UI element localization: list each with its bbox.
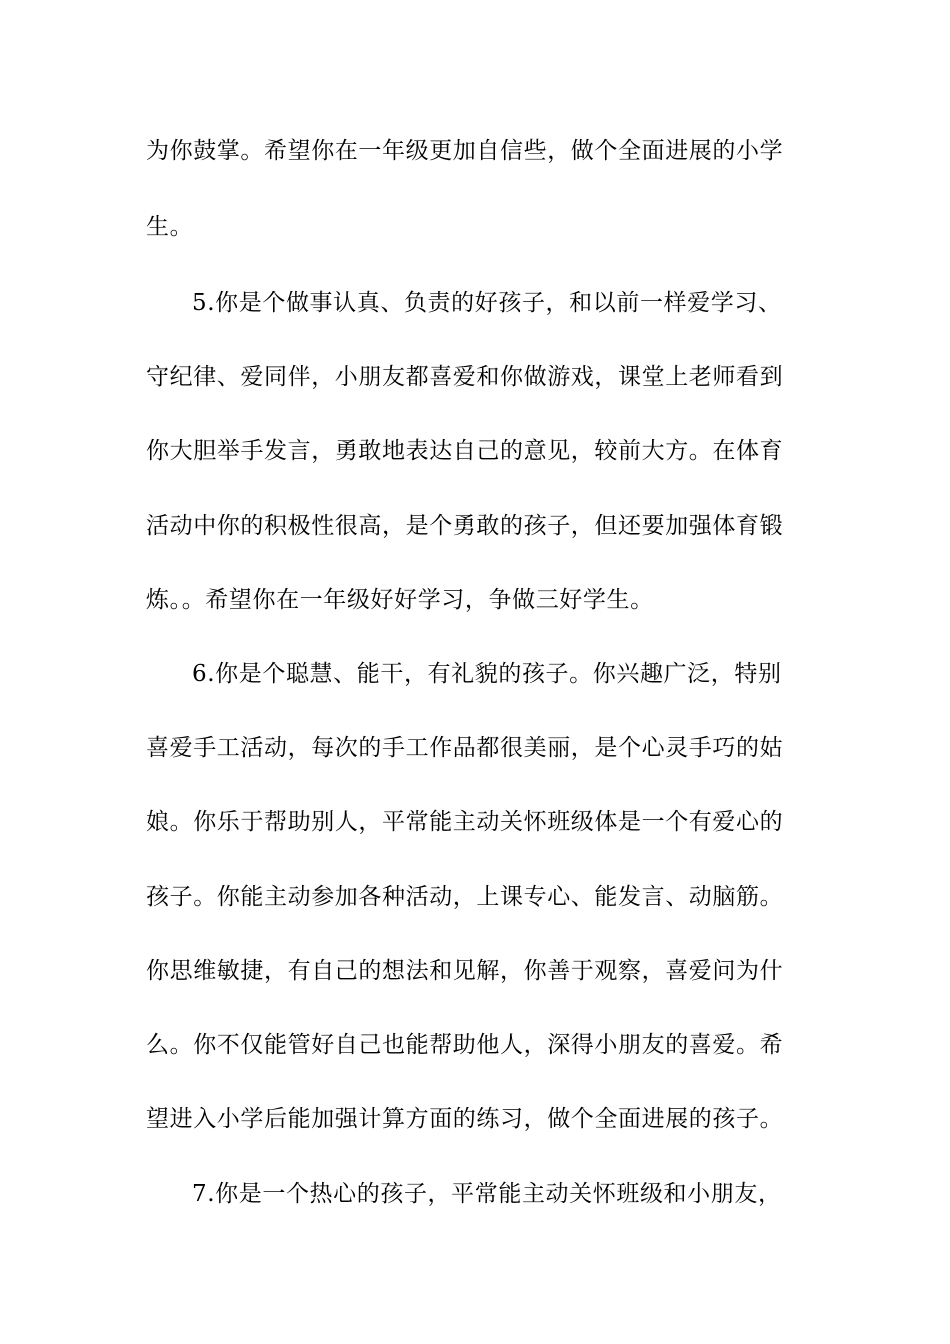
text-line: 么。你不仅能管好自己也能帮助他人，深得小朋友的喜爱。希 <box>146 1032 784 1058</box>
text-line: 望进入小学后能加强计算方面的练习，做个全面进展的孩子。 <box>146 1106 784 1132</box>
text-line: 你思维敏捷，有自己的想法和见解，你善于观察，喜爱问为什 <box>146 958 784 984</box>
text-line: 娘。你乐于帮助别人，平常能主动关怀班级体是一个有爱心的 <box>146 809 784 835</box>
text-line: 喜爱手工活动，每次的手工作品都很美丽，是个心灵手巧的姑 <box>146 735 784 761</box>
text-line: 守纪律、爱同伴，小朋友都喜爱和你做游戏，课堂上老师看到 <box>146 364 784 390</box>
paragraph-start-line: 6.你是个聪慧、能干，有礼貌的孩子。你兴趣广泛，特别 <box>192 661 782 687</box>
paragraph-start-line: 7.你是一个热心的孩子，平常能主动关怀班级和小朋友， <box>192 1181 782 1207</box>
text-line: 炼。。希望你在一年级好好学习，争做三好学生。 <box>146 587 654 613</box>
paragraph-start-line: 5.你是个做事认真、负责的好孩子，和以前一样爱学习、 <box>192 290 782 316</box>
text-line: 你大胆举手发言，勇敢地表达自己的意见，较前大方。在体育 <box>146 438 784 464</box>
text-line: 孩子。你能主动参加各种活动，上课专心、能发言、动脑筋。 <box>146 884 784 910</box>
text-line: 生。 <box>146 214 194 240</box>
text-line: 活动中你的积极性很高，是个勇敢的孩子，但还要加强体育锻 <box>146 513 784 539</box>
text-line: 为你鼓掌。希望你在一年级更加自信些，做个全面进展的小学 <box>146 138 784 164</box>
